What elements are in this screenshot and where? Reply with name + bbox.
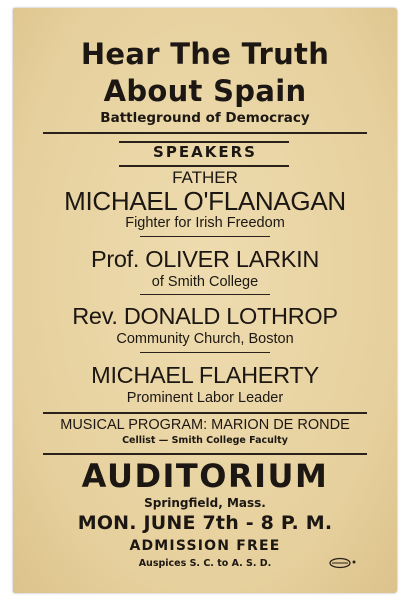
poster-sheet	[13, 8, 397, 593]
speakers-heading: SPEAKERS	[153, 143, 257, 161]
speaker-2-name: Prof. OLIVER LARKIN	[90, 246, 320, 272]
venue-name: AUDITORIUM	[81, 457, 329, 495]
event-datetime: MON. JUNE 7th - 8 P. M.	[77, 512, 333, 534]
speaker-3-name: Rev. DONALD LOTHROP	[72, 303, 338, 329]
speaker-1-prefix: FATHER	[172, 168, 238, 187]
speaker-1-name: MICHAEL O'FLANAGAN	[64, 186, 346, 216]
musical-detail: Cellist — Smith College Faculty	[122, 435, 288, 446]
union-label-icon	[329, 557, 359, 569]
headline-subtitle: Battleground of Democracy	[100, 110, 310, 126]
speaker-2-description: of Smith College	[151, 274, 259, 290]
divider-speaker-3	[140, 352, 270, 353]
speaker-3-description: Community Church, Boston	[116, 331, 294, 347]
speaker-4-description: Prominent Labor Leader	[126, 390, 284, 406]
headline-line-2: About Spain	[103, 74, 307, 108]
divider-speaker-1	[140, 236, 270, 237]
divider-speaker-2	[140, 294, 270, 295]
speaker-4-name: MICHAEL FLAHERTY	[91, 362, 319, 388]
headline-line-1: Hear The Truth	[80, 37, 330, 71]
venue-city: Springfield, Mass.	[144, 496, 266, 510]
speaker-1-description: Fighter for Irish Freedom	[125, 215, 285, 231]
divider-headline	[43, 132, 367, 134]
musical-program: MUSICAL PROGRAM: MARION DE RONDE	[60, 417, 350, 433]
admission: ADMISSION FREE	[129, 538, 281, 554]
divider-musical-top	[43, 412, 367, 414]
divider-musical-bottom	[43, 453, 367, 455]
auspices: Auspices S. C. to A. S. D.	[138, 558, 272, 569]
